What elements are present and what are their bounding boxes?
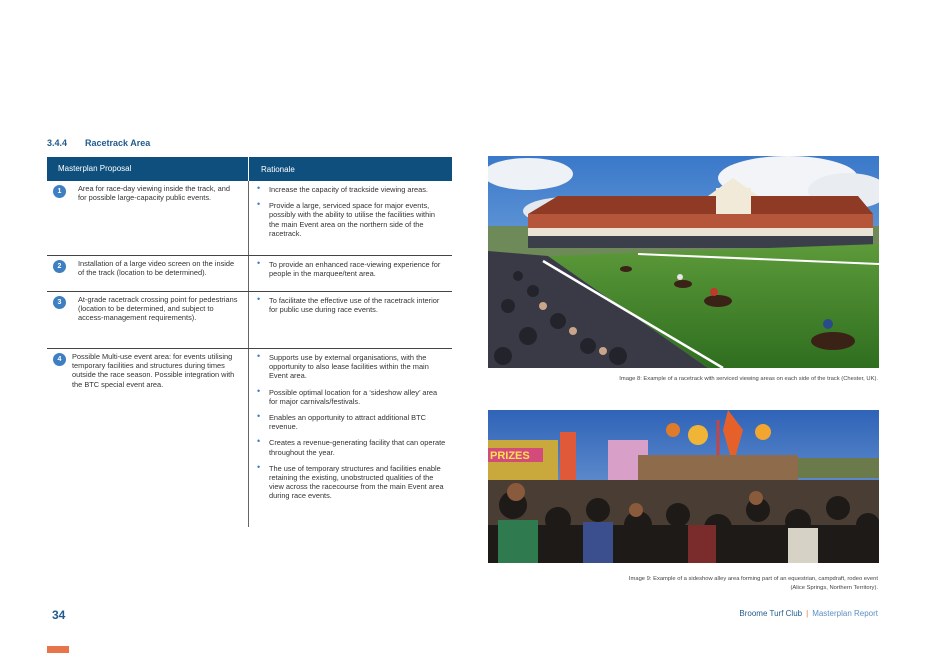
- number-badge: 3: [53, 296, 66, 309]
- rationale-item: • Supports use by external organisations, with the opportunity to also lease facilities within the main Event area.: [269, 353, 446, 381]
- table-row: [47, 181, 452, 256]
- rationale-cell: [249, 292, 452, 348]
- table-row: [47, 256, 452, 292]
- header-proposal: Masterplan Proposal: [47, 157, 249, 181]
- header-rationale: Rationale: [261, 164, 295, 174]
- image9-caption-line2: (Alice Springs, Northern Territory).: [790, 585, 878, 591]
- rationale-item: • The use of temporary structures and facilities enable retaining the existing, unobstructed qualities of the view across the racecourse from the main Event area during race events.: [269, 464, 446, 501]
- table-row: [47, 349, 452, 527]
- footer-report: Masterplan Report: [812, 609, 878, 618]
- racetrack-photo: [488, 156, 879, 368]
- proposal-cell: [47, 256, 249, 291]
- rationale-cell: [249, 349, 452, 527]
- section-number: 3.4.4: [47, 138, 68, 148]
- rationale-item: • To facilitate the effective use of the racetrack interior for public use during race events.: [269, 296, 446, 314]
- prizes-sign-text: PRIZES: [490, 450, 530, 462]
- image9-caption: [487, 575, 878, 593]
- footer-separator: |: [806, 609, 809, 618]
- footer-org: Broome Turf Club: [739, 609, 803, 618]
- footer: [739, 609, 878, 618]
- proposal-cell: [47, 181, 249, 255]
- proposal-table: [47, 157, 452, 527]
- table-header: [47, 157, 452, 181]
- number-badge: 1: [53, 185, 66, 198]
- rationale-cell: [249, 181, 452, 255]
- image8-caption: Image 8: Example of a racetrack with serviced viewing areas on each side of the track (Chester, UK).: [619, 376, 878, 382]
- proposal-cell: [47, 349, 249, 527]
- page-number: 34: [52, 608, 66, 622]
- image9-caption-line1: Image 9: Example of a sideshow alley area forming part of an equestrian, campdraft, rodeo event: [628, 576, 878, 582]
- number-badge: 2: [53, 260, 66, 273]
- proposal-cell: [47, 292, 249, 348]
- rationale-item: • Creates a revenue-generating facility that can operate throughout the year.: [269, 438, 446, 456]
- rationale-item: • Possible optimal location for a ‘sideshow alley’ area for major carnivals/festivals.: [269, 388, 446, 406]
- rationale-item: • Enables an opportunity to attract additional BTC revenue.: [269, 413, 446, 431]
- proposal-text: Installation of a large video screen on the inside of the track (location to be determined).: [78, 259, 235, 278]
- table-row: [47, 292, 452, 349]
- rationale-item: • Increase the capacity of trackside viewing areas.: [269, 185, 446, 194]
- section-heading: [47, 138, 150, 148]
- number-badge: 4: [53, 353, 66, 366]
- sideshow-photo: [488, 410, 879, 563]
- rationale-item: • To provide an enhanced race-viewing experience for people in the marquee/tent area.: [269, 260, 446, 278]
- proposal-text: At-grade racetrack crossing point for pedestrians (location to be determined, and subject to access-management requirements).: [78, 295, 238, 323]
- rationale-cell: [249, 256, 452, 291]
- proposal-text: Possible Multi-use event area: for events utilising temporary facilities and structures during times outside the race season. Possible integration with the BTC special event area.: [72, 352, 235, 389]
- section-title: Racetrack Area: [85, 138, 151, 148]
- rationale-item: • Provide a large, serviced space for major events, possibly with the ability to utilise the facilities within the main Event area on the northern side of the racetrack.: [269, 201, 446, 238]
- proposal-text: Area for race-day viewing inside the track, and for possible large-capacity public events.: [78, 184, 230, 203]
- accent-bar: [47, 646, 69, 653]
